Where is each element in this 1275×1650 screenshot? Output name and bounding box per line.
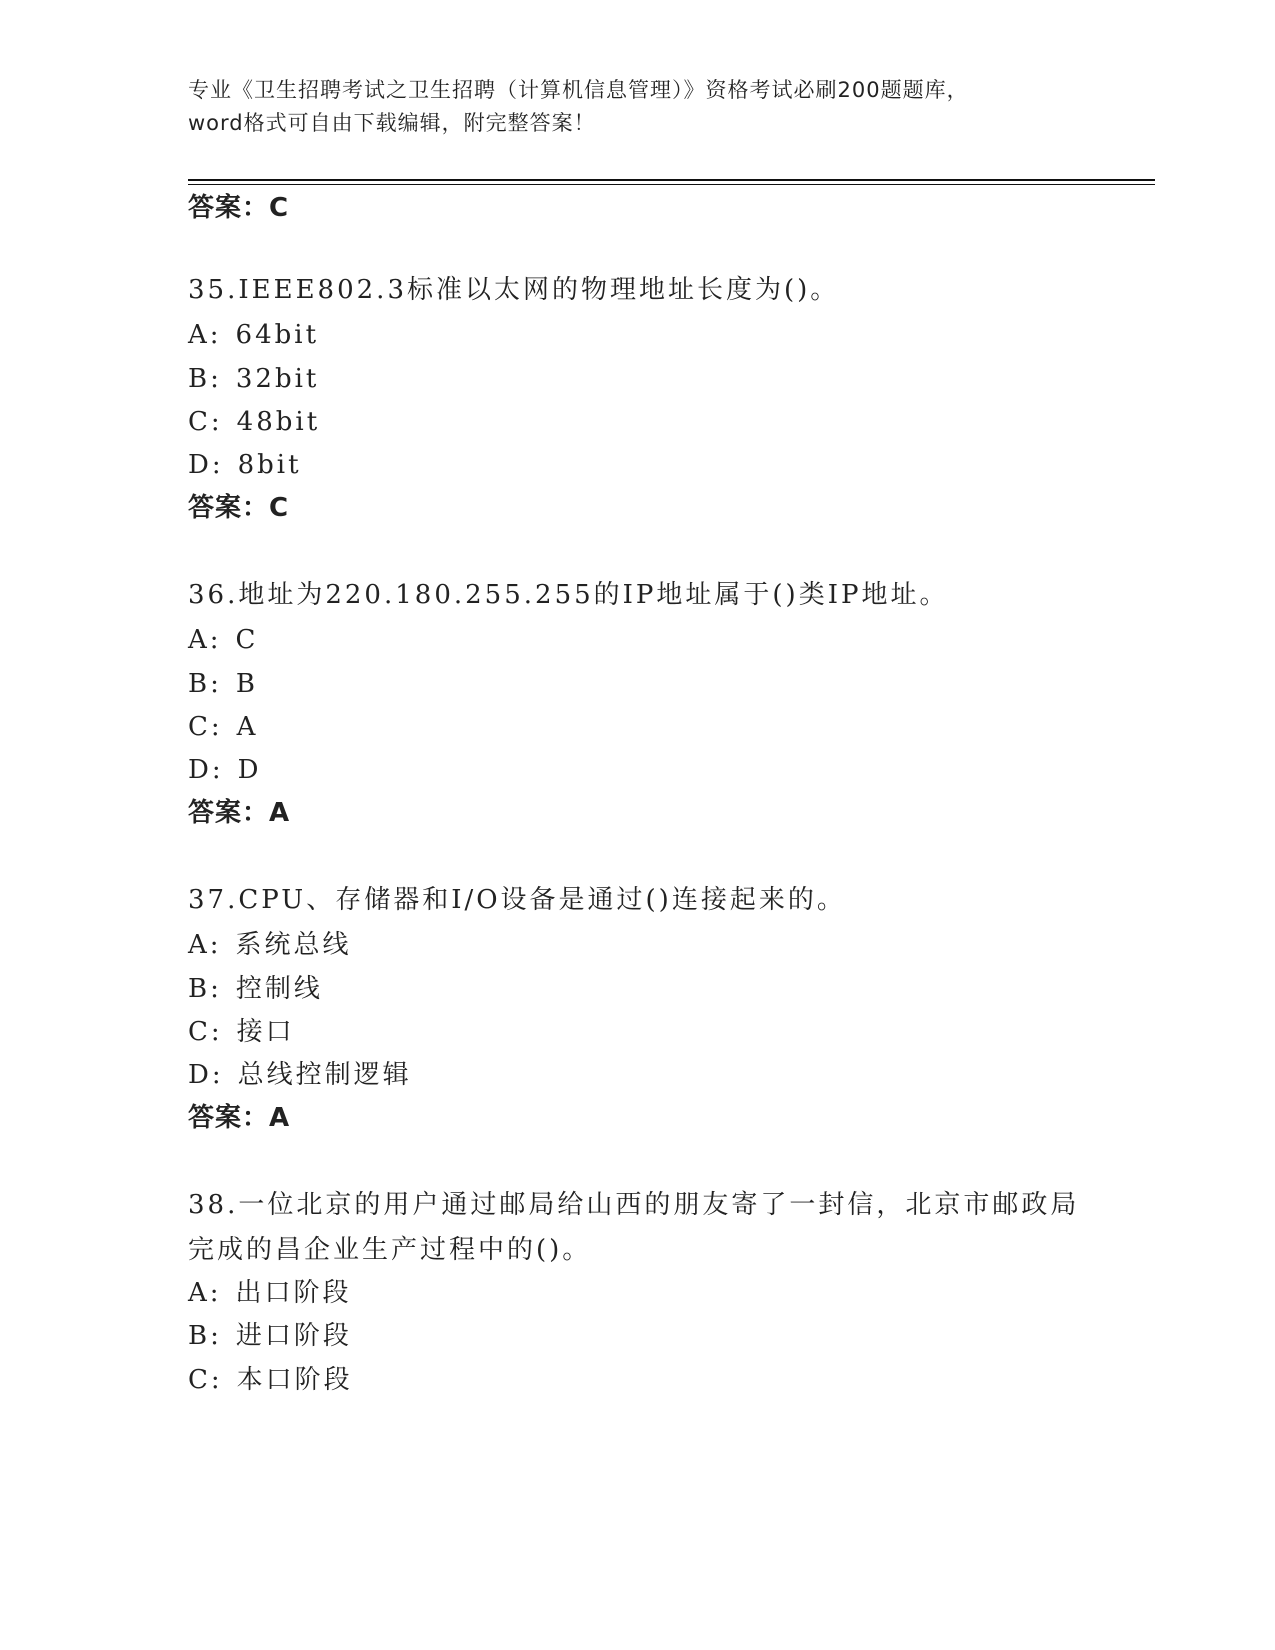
answer-line: 答案：C	[188, 193, 290, 223]
option-d: D: D	[188, 755, 262, 785]
document-header	[188, 74, 1088, 140]
answer-line: 答案：C	[188, 493, 290, 523]
header-line-2: word格式可自由下载编辑，附完整答案！	[188, 111, 596, 135]
header-line-1: 专业《卫生招聘考试之卫生招聘（计算机信息管理）》资格考试必刷200题题库，	[188, 78, 969, 102]
option-a: A: 系统总线	[188, 930, 352, 960]
question-text: 37.CPU、存储器和I/O设备是通过()连接起来的。	[188, 885, 846, 915]
option-c: C: 接口	[188, 1017, 295, 1047]
option-d: D: 总线控制逻辑	[188, 1060, 412, 1090]
header-divider-thin	[188, 184, 1155, 185]
answer-value: A	[269, 1103, 291, 1133]
option-a: A: C	[188, 625, 259, 655]
option-b: B: B	[188, 669, 258, 699]
option-a: A: 64bit	[188, 320, 320, 350]
option-c: C: A	[188, 712, 259, 742]
answer-line: 答案：A	[188, 1103, 291, 1133]
header-divider	[188, 179, 1155, 181]
question-text: 35.IEEE802.3标准以太网的物理地址长度为()。	[188, 275, 840, 305]
answer-value: A	[269, 798, 291, 828]
answer-line: 答案：A	[188, 798, 291, 828]
option-b: B: 32bit	[188, 364, 320, 394]
option-c: C: 48bit	[188, 407, 321, 437]
option-b: B: 控制线	[188, 974, 323, 1004]
option-c: C: 本口阶段	[188, 1365, 353, 1395]
answer-value: C	[269, 193, 290, 223]
answer-value: C	[269, 493, 290, 523]
question-text: 36.地址为220.180.255.255的IP地址属于()类IP地址。	[188, 580, 949, 610]
question-text: 38.一位北京的用户通过邮局给山西的朋友寄了一封信，北京市邮政局完成的昌企业生产过程中的()。	[188, 1190, 1080, 1265]
option-b: B: 进口阶段	[188, 1321, 352, 1351]
option-a: A: 出口阶段	[188, 1278, 352, 1308]
option-d: D: 8bit	[188, 450, 302, 480]
